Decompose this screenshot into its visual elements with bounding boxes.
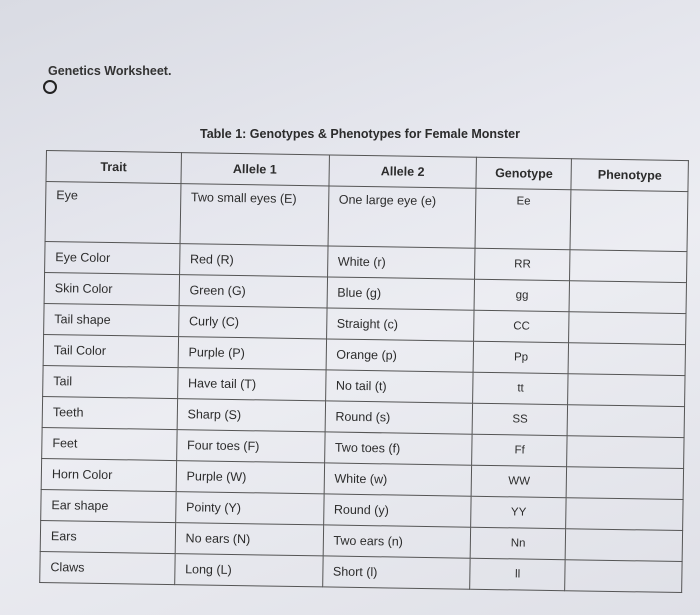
genotype-cell: CC [474, 310, 569, 342]
phenotype-cell[interactable] [566, 467, 683, 500]
allele-1-cell: Pointy (Y) [175, 492, 323, 525]
allele-1-cell: No ears (N) [175, 523, 323, 556]
allele-1-cell: Sharp (S) [177, 399, 325, 432]
genetics-table-container [39, 150, 689, 593]
allele-2-cell: Straight (c) [326, 308, 474, 341]
phenotype-cell[interactable] [568, 374, 685, 407]
trait-cell: Ear shape [41, 489, 176, 522]
header-genotype: Genotype [476, 157, 571, 189]
genotype-cell: YY [471, 496, 566, 528]
phenotype-cell[interactable] [570, 190, 688, 252]
allele-2-cell: Round (s) [325, 401, 473, 434]
trait-cell: Eye Color [45, 241, 180, 274]
genotype-cell: SS [472, 403, 567, 435]
phenotype-cell[interactable] [569, 312, 686, 345]
trait-cell: Ears [40, 520, 175, 553]
trait-cell: Teeth [42, 396, 177, 429]
genotype-cell: gg [474, 279, 569, 311]
trait-cell: Horn Color [41, 458, 176, 491]
genotype-cell: Nn [470, 527, 565, 559]
allele-1-cell: Have tail (T) [177, 368, 325, 401]
allele-2-cell: Two toes (f) [324, 432, 472, 465]
allele-2-cell: White (r) [327, 246, 475, 279]
trait-cell: Claws [40, 551, 175, 584]
header-allele-1: Allele 1 [181, 153, 329, 186]
worksheet-title: Genetics Worksheet. [48, 64, 172, 78]
table-body [40, 182, 688, 593]
allele-1-cell: Four toes (F) [176, 430, 324, 463]
table-caption: Table 1: Genotypes & Phenotypes for Female Monster [200, 127, 520, 141]
genotype-cell: Ee [475, 188, 571, 249]
allele-2-cell: Short (l) [322, 556, 470, 589]
phenotype-cell[interactable] [570, 250, 687, 283]
genotype-cell: tt [473, 372, 568, 404]
genotype-cell: WW [471, 465, 566, 497]
phenotype-cell[interactable] [568, 343, 685, 376]
trait-cell: Feet [42, 427, 177, 460]
trait-cell: Tail [43, 365, 178, 398]
trait-cell: Skin Color [44, 272, 179, 305]
genotype-cell: Pp [473, 341, 568, 373]
genotype-cell: RR [475, 248, 570, 280]
phenotype-cell[interactable] [565, 529, 682, 562]
allele-2-cell: Orange (p) [326, 339, 474, 372]
phenotype-cell[interactable] [565, 560, 682, 593]
allele-2-cell: Round (y) [323, 494, 471, 527]
phenotype-cell[interactable] [569, 281, 686, 314]
header-trait: Trait [46, 151, 181, 184]
allele-2-cell: No tail (t) [325, 370, 473, 403]
genotype-cell: Ff [472, 434, 567, 466]
circle-bullet-icon [43, 80, 57, 94]
header-allele-2: Allele 2 [329, 155, 477, 188]
trait-cell: Tail Color [43, 334, 178, 367]
phenotype-cell[interactable] [567, 405, 684, 438]
allele-2-cell: Blue (g) [327, 277, 475, 310]
trait-cell: Tail shape [44, 303, 179, 336]
trait-cell: Eye [45, 182, 181, 244]
allele-2-cell: Two ears (n) [323, 525, 471, 558]
allele-1-cell: Long (L) [174, 554, 322, 587]
allele-1-cell: Purple (W) [176, 461, 324, 494]
allele-1-cell: Green (G) [179, 275, 327, 308]
allele-1-cell: Purple (P) [178, 337, 326, 370]
allele-2-cell: One large eye (e) [328, 186, 477, 248]
allele-1-cell: Curly (C) [178, 306, 326, 339]
genotype-cell: ll [470, 558, 565, 590]
allele-2-cell: White (w) [324, 463, 472, 496]
allele-1-cell: Two small eyes (E) [180, 184, 329, 246]
allele-1-cell: Red (R) [179, 244, 327, 277]
table-row [45, 182, 688, 252]
phenotype-cell[interactable] [567, 436, 684, 469]
phenotype-cell[interactable] [566, 498, 683, 531]
header-phenotype: Phenotype [571, 159, 688, 192]
genotype-phenotype-table [39, 150, 689, 593]
